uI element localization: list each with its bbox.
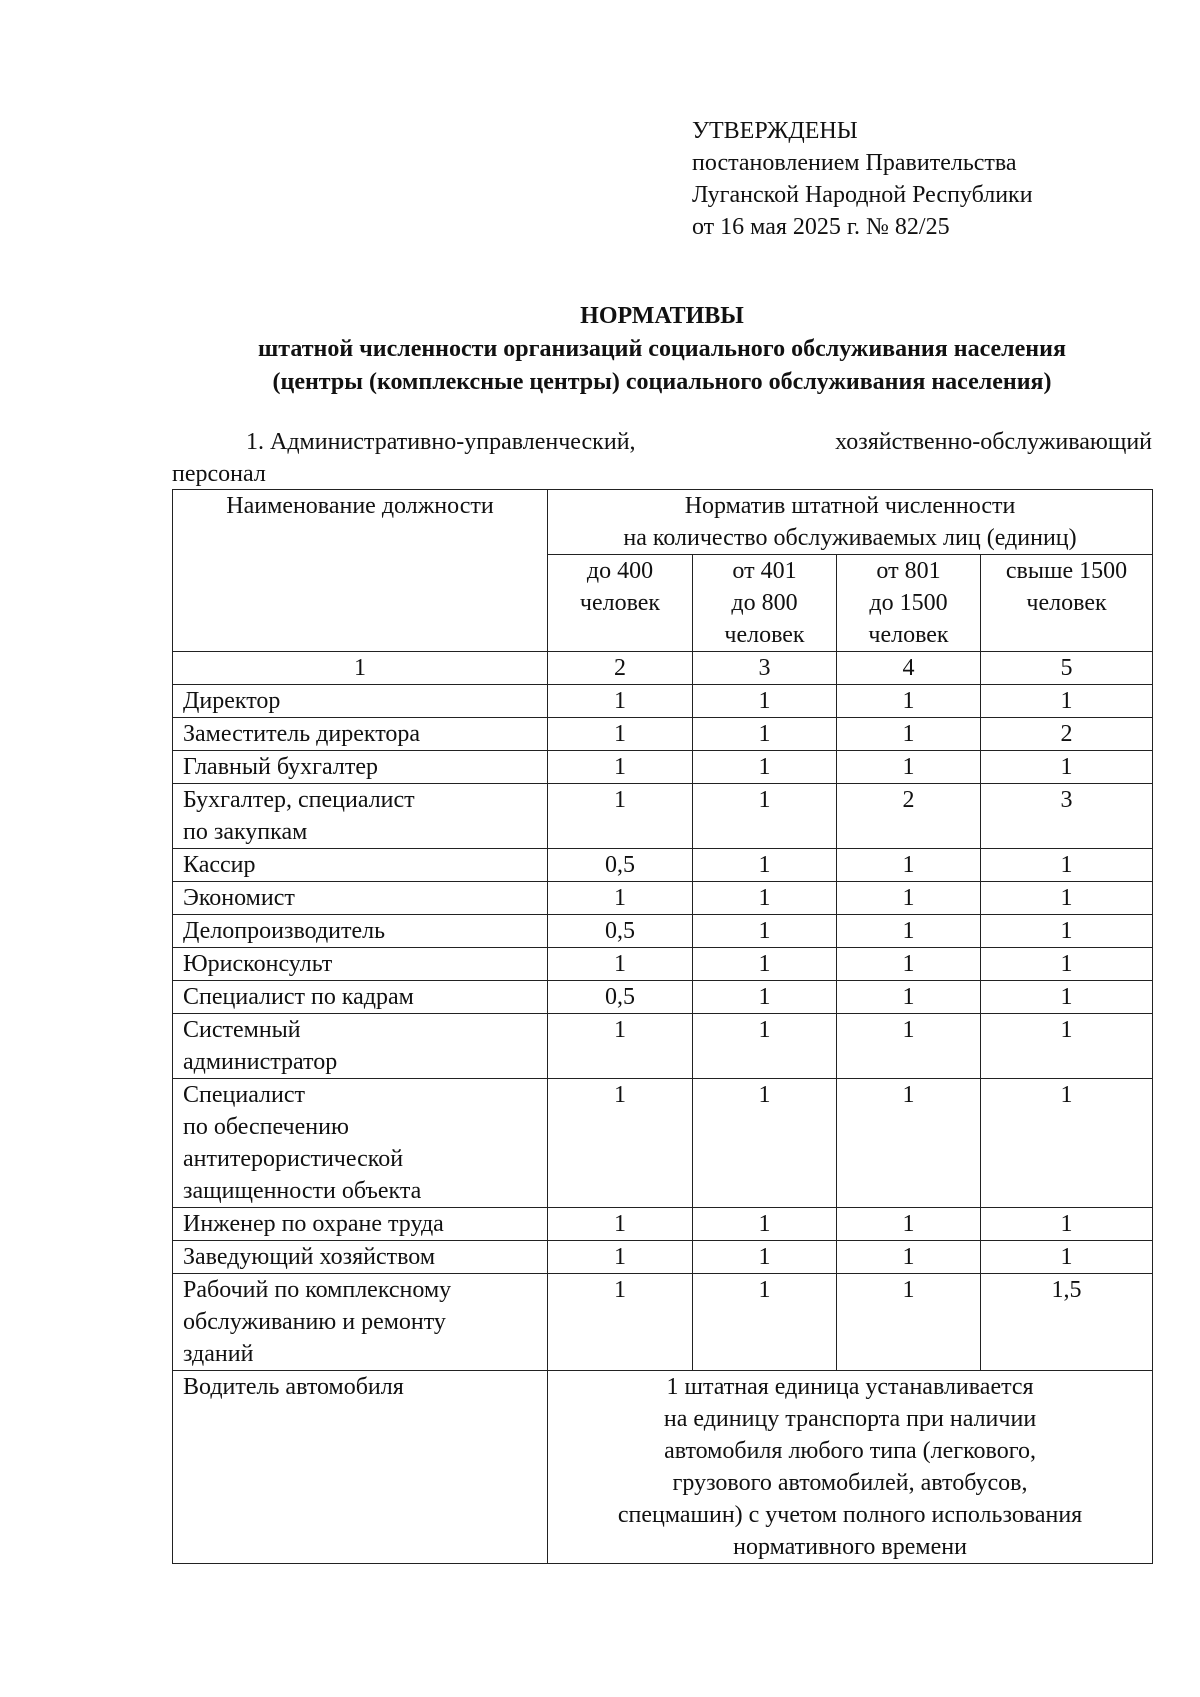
norm-value: 1 (981, 915, 1153, 948)
norm-value: 1 (548, 751, 693, 784)
norm-value: 1 (693, 718, 837, 751)
header-group-line: человек (1026, 590, 1107, 616)
driver-note-line: на единицу транспорта при наличии (663, 1406, 1037, 1432)
position-name-line: по обеспечению (183, 1114, 349, 1140)
norm-value: 1 (693, 1079, 837, 1208)
header-group-4 (981, 555, 1153, 652)
position-name-line: по закупкам (183, 819, 308, 845)
header-group-line: до 800 (731, 590, 798, 616)
norm-value: 0,5 (548, 849, 693, 882)
norm-value: 1 (981, 948, 1153, 981)
header-group-line: свыше 1500 (1005, 558, 1128, 584)
position-name (173, 915, 548, 948)
approval-date-number: от 16 мая 2025 г. № 82/25 (692, 214, 950, 240)
norm-value: 1 (837, 981, 981, 1014)
column-number: 5 (981, 652, 1153, 685)
position-name-line: Юрисконсульт (183, 951, 333, 977)
header-group-line: от 401 (732, 558, 797, 584)
driver-note-line: грузового автомобилей, автобусов, (672, 1470, 1028, 1496)
header-group-1 (548, 555, 693, 652)
header-group-3 (837, 555, 981, 652)
norm-value: 1 (548, 718, 693, 751)
column-number: 4 (837, 652, 981, 685)
position-name (173, 685, 548, 718)
section-heading (172, 426, 1152, 490)
position-name-line: Системный (183, 1017, 301, 1043)
table-column-numbers-row (173, 652, 1153, 685)
position-name-line: зданий (183, 1341, 254, 1367)
norm-value: 1 (981, 1241, 1153, 1274)
title-main: НОРМАТИВЫ (580, 303, 744, 329)
position-name: Водитель автомобиля (173, 1371, 548, 1564)
position-name-line: Делопроизводитель (183, 918, 386, 944)
norm-value: 1 (693, 948, 837, 981)
norm-value: 1 (981, 685, 1153, 718)
norm-value: 1 (548, 1241, 693, 1274)
column-number: 3 (693, 652, 837, 685)
position-name (173, 1241, 548, 1274)
norm-value: 1 (693, 915, 837, 948)
position-name-line: обслуживанию и ремонту (183, 1309, 446, 1335)
title-subtitle-2: (центры (комплексные центры) социального обслуживания населения) (272, 369, 1052, 395)
table-row (173, 849, 1153, 882)
norm-value: 1 (837, 915, 981, 948)
header-group-2 (693, 555, 837, 652)
title-subtitle-1: штатной численности организаций социального обслуживания населения (258, 336, 1066, 362)
table-row (173, 718, 1153, 751)
position-name-line: администратор (183, 1049, 338, 1075)
section-heading-part-3: персонал (172, 461, 266, 487)
table-row (173, 784, 1153, 849)
norm-value: 1 (837, 948, 981, 981)
position-name (173, 948, 548, 981)
header-group-line: человек (724, 622, 805, 648)
driver-note-line: спецмашин) с учетом полного использования (617, 1502, 1083, 1528)
norm-value: 0,5 (548, 981, 693, 1014)
norm-value: 1 (693, 784, 837, 849)
norm-value: 1 (693, 1274, 837, 1371)
norm-value: 1 (693, 1208, 837, 1241)
table-body (173, 490, 1153, 1564)
norm-value: 1 (837, 849, 981, 882)
norm-value: 1 (548, 948, 693, 981)
norm-value: 1 (981, 1208, 1153, 1241)
norm-value: 1 (693, 1241, 837, 1274)
position-name-line: Специалист по кадрам (183, 984, 414, 1010)
table-row (173, 1208, 1153, 1241)
norm-value: 3 (981, 784, 1153, 849)
table-header-row (173, 490, 1153, 555)
position-name-line: Специалист (183, 1082, 306, 1108)
norm-value: 1 (837, 1241, 981, 1274)
header-position: Наименование должности (173, 490, 548, 652)
norm-value: 1 (548, 1274, 693, 1371)
header-group-line: от 801 (876, 558, 941, 584)
position-name-line: Бухгалтер, специалист (183, 787, 415, 813)
norm-value: 1 (837, 1208, 981, 1241)
norm-value: 0,5 (548, 915, 693, 948)
approval-authority: Луганской Народной Республики (692, 182, 1033, 208)
norm-value: 1 (837, 1079, 981, 1208)
approval-decree: постановлением Правительства (692, 150, 1017, 176)
table-row (173, 1079, 1153, 1208)
position-name-line: Кассир (183, 852, 256, 878)
position-name (173, 1014, 548, 1079)
table-row (173, 1274, 1153, 1371)
norm-value: 1 (981, 981, 1153, 1014)
driver-note-line: 1 штатная единица устанавливается (666, 1374, 1034, 1400)
header-group-line: человек (868, 622, 949, 648)
norm-value: 1 (693, 849, 837, 882)
norm-value: 1 (837, 1274, 981, 1371)
driver-norm-note (548, 1371, 1153, 1564)
table-row (173, 882, 1153, 915)
norm-value: 1 (548, 1014, 693, 1079)
norm-value: 1 (548, 784, 693, 849)
position-name (173, 1208, 548, 1241)
norm-value: 1 (693, 1014, 837, 1079)
position-name (173, 718, 548, 751)
norm-value: 1 (548, 1079, 693, 1208)
norm-value: 1 (837, 751, 981, 784)
position-name-line: Директор (183, 688, 281, 714)
table-row (173, 751, 1153, 784)
norm-value: 1 (837, 718, 981, 751)
norm-value: 1 (981, 1079, 1153, 1208)
section-heading-part-1: 1. Административно-управленческий, (246, 429, 636, 455)
position-name (173, 751, 548, 784)
column-number: 1 (173, 652, 548, 685)
position-name-line: Инженер по охране труда (183, 1211, 444, 1237)
driver-note-line: нормативного времени (733, 1534, 967, 1560)
header-norm-line-1: Норматив штатной численности (684, 493, 1016, 519)
position-name-line: Главный бухгалтер (183, 754, 378, 780)
position-name-line: антитерористической (183, 1146, 404, 1172)
table-row-driver (173, 1371, 1153, 1564)
norm-value: 1 (693, 751, 837, 784)
header-group-line: до 1500 (869, 590, 948, 616)
table-row (173, 1241, 1153, 1274)
position-name-line: Заместитель директора (183, 721, 421, 747)
table-row (173, 915, 1153, 948)
driver-note-line: автомобиля любого типа (легкового, (664, 1438, 1036, 1464)
table-row (173, 948, 1153, 981)
header-norm-line-2: на количество обслуживаемых лиц (единиц) (623, 525, 1077, 551)
norm-value: 1 (693, 882, 837, 915)
norm-value: 1 (837, 882, 981, 915)
position-name-line: Рабочий по комплексному (183, 1277, 452, 1303)
header-group-line: до 400 (586, 558, 654, 584)
norm-value: 2 (837, 784, 981, 849)
position-name-line: Заведующий хозяйством (183, 1244, 435, 1270)
norm-value: 1,5 (981, 1274, 1153, 1371)
norm-value: 1 (693, 685, 837, 718)
position-name (173, 784, 548, 849)
table-row (173, 1014, 1153, 1079)
norm-value: 1 (837, 1014, 981, 1079)
header-norm (548, 490, 1153, 555)
header-group-line: человек (579, 590, 661, 616)
column-number: 2 (548, 652, 693, 685)
position-name (173, 1079, 548, 1208)
section-heading-part-2: хозяйственно-обслуживающий (835, 429, 1152, 455)
table-row (173, 685, 1153, 718)
norm-value: 1 (548, 1208, 693, 1241)
norm-value: 1 (981, 1014, 1153, 1079)
norm-value: 1 (981, 882, 1153, 915)
norm-value: 1 (837, 685, 981, 718)
norm-value: 1 (693, 981, 837, 1014)
position-name (173, 849, 548, 882)
norm-value: 2 (981, 718, 1153, 751)
norm-value: 1 (981, 849, 1153, 882)
position-name (173, 981, 548, 1014)
approval-heading: УТВЕРЖДЕНЫ (692, 118, 858, 144)
approval-block (692, 115, 1033, 243)
position-name-line: защищенности объекта (183, 1178, 422, 1204)
table-row (173, 981, 1153, 1014)
position-name-line: Экономист (183, 885, 295, 911)
position-name (173, 882, 548, 915)
norm-value: 1 (548, 685, 693, 718)
staffing-norms-table (172, 489, 1153, 1564)
norm-value: 1 (981, 751, 1153, 784)
document-title (172, 300, 1152, 399)
position-name (173, 1274, 548, 1371)
norm-value: 1 (548, 882, 693, 915)
